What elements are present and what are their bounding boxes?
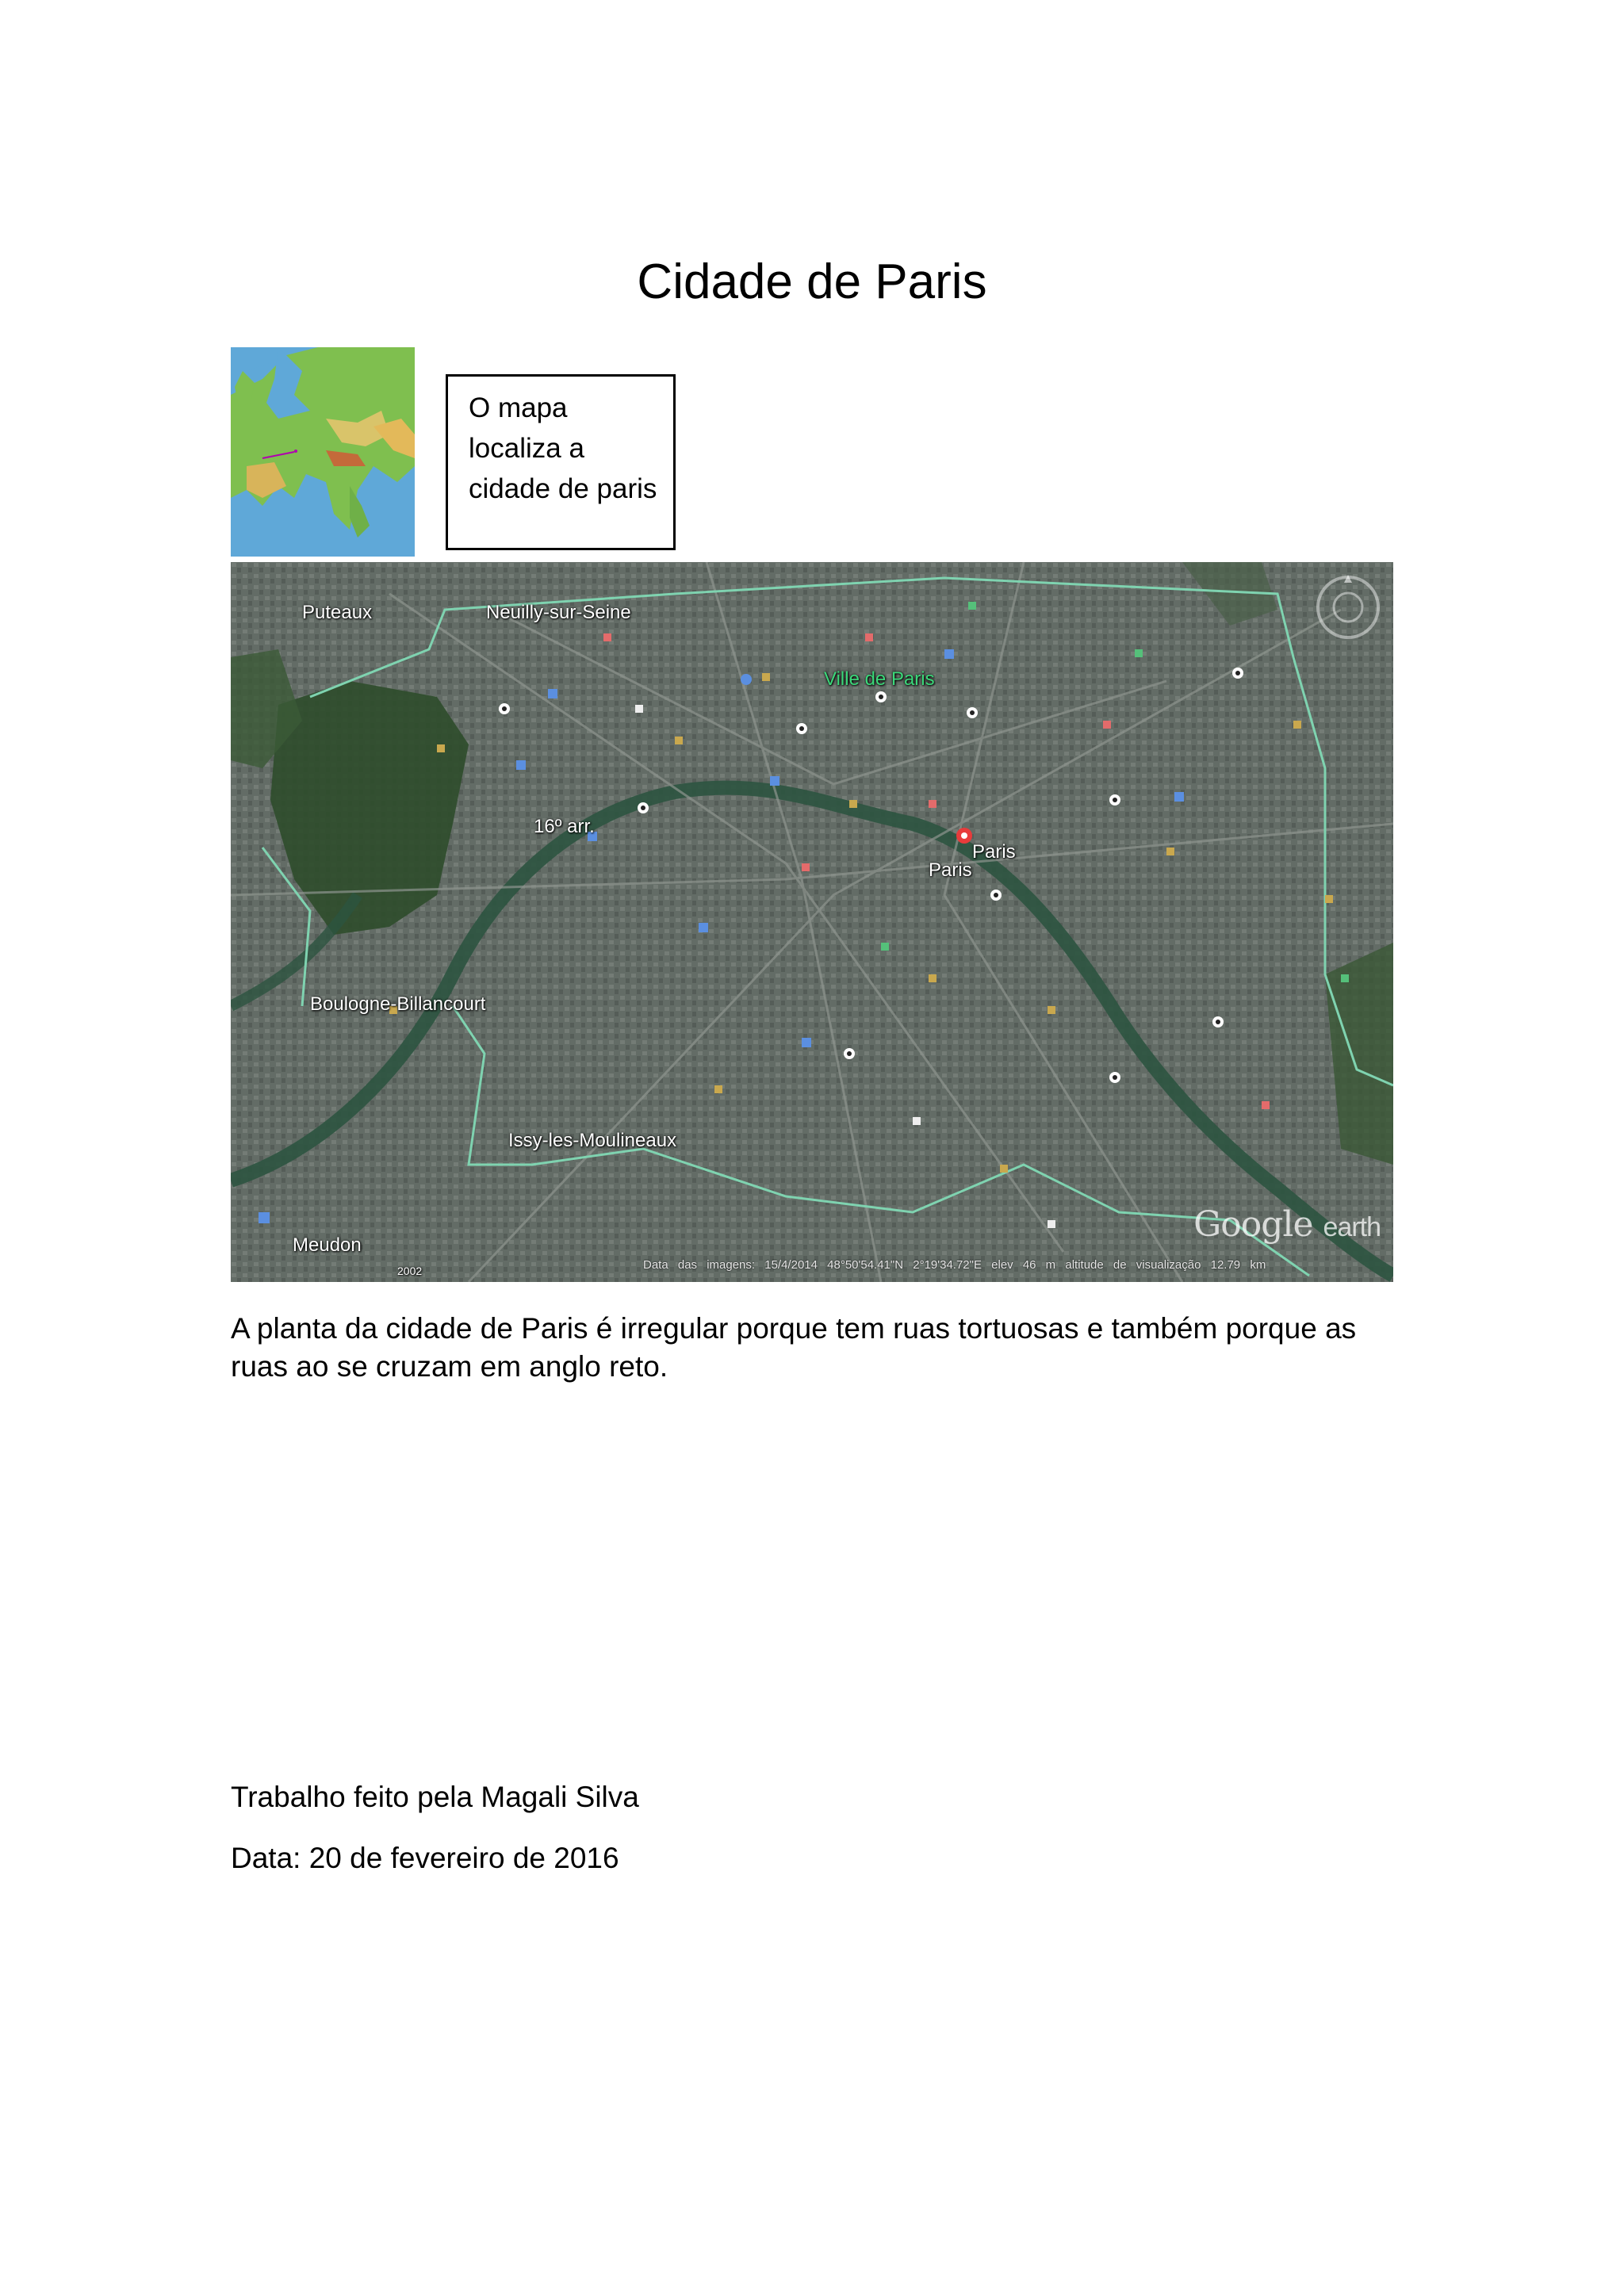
compass-icon[interactable] <box>1312 572 1384 643</box>
description-paragraph: A planta da cidade de Paris é irregular porque tem ruas tortuosas e também porque as ruas ao se cruzam em anglo reto. <box>231 1312 1357 1383</box>
google-earth-logo <box>1193 1204 1381 1245</box>
place-label: Meudon <box>293 1234 362 1256</box>
place-label: Paris <box>929 859 972 881</box>
paris-satellite-map <box>231 562 1393 1282</box>
place-label: Paris <box>972 841 1016 863</box>
author-line: Trabalho feito pela Magali Silva <box>231 1781 639 1813</box>
place-label: Neuilly-sur-Seine <box>486 602 631 623</box>
page-title: Cidade de Paris <box>637 254 987 309</box>
date-line: Data: 20 de fevereiro de 2016 <box>231 1842 619 1874</box>
caption-line: O mapa <box>469 392 568 423</box>
caption-line: localiza a <box>469 433 584 464</box>
place-label: Ville de Paris <box>824 668 935 690</box>
place-label: Puteaux <box>302 602 373 623</box>
map-status-bar: Data das imagens: 15/4/2014 48°50'54.41"N 2°19'34.72"E elev 46 m altitude de visualização 12.79 km <box>643 1258 1266 1272</box>
logo-sub: earth <box>1323 1212 1381 1242</box>
place-label: 16º arr. <box>534 816 595 837</box>
caption-line: cidade de paris <box>469 473 657 504</box>
imagery-year: 2002 <box>397 1265 423 1277</box>
place-label: Issy-les-Moulineaux <box>508 1130 677 1151</box>
place-label: Boulogne-Billancourt <box>310 993 486 1015</box>
europe-map-image <box>231 347 415 557</box>
map-caption-box <box>446 374 676 550</box>
logo-main: Google <box>1193 1204 1313 1245</box>
